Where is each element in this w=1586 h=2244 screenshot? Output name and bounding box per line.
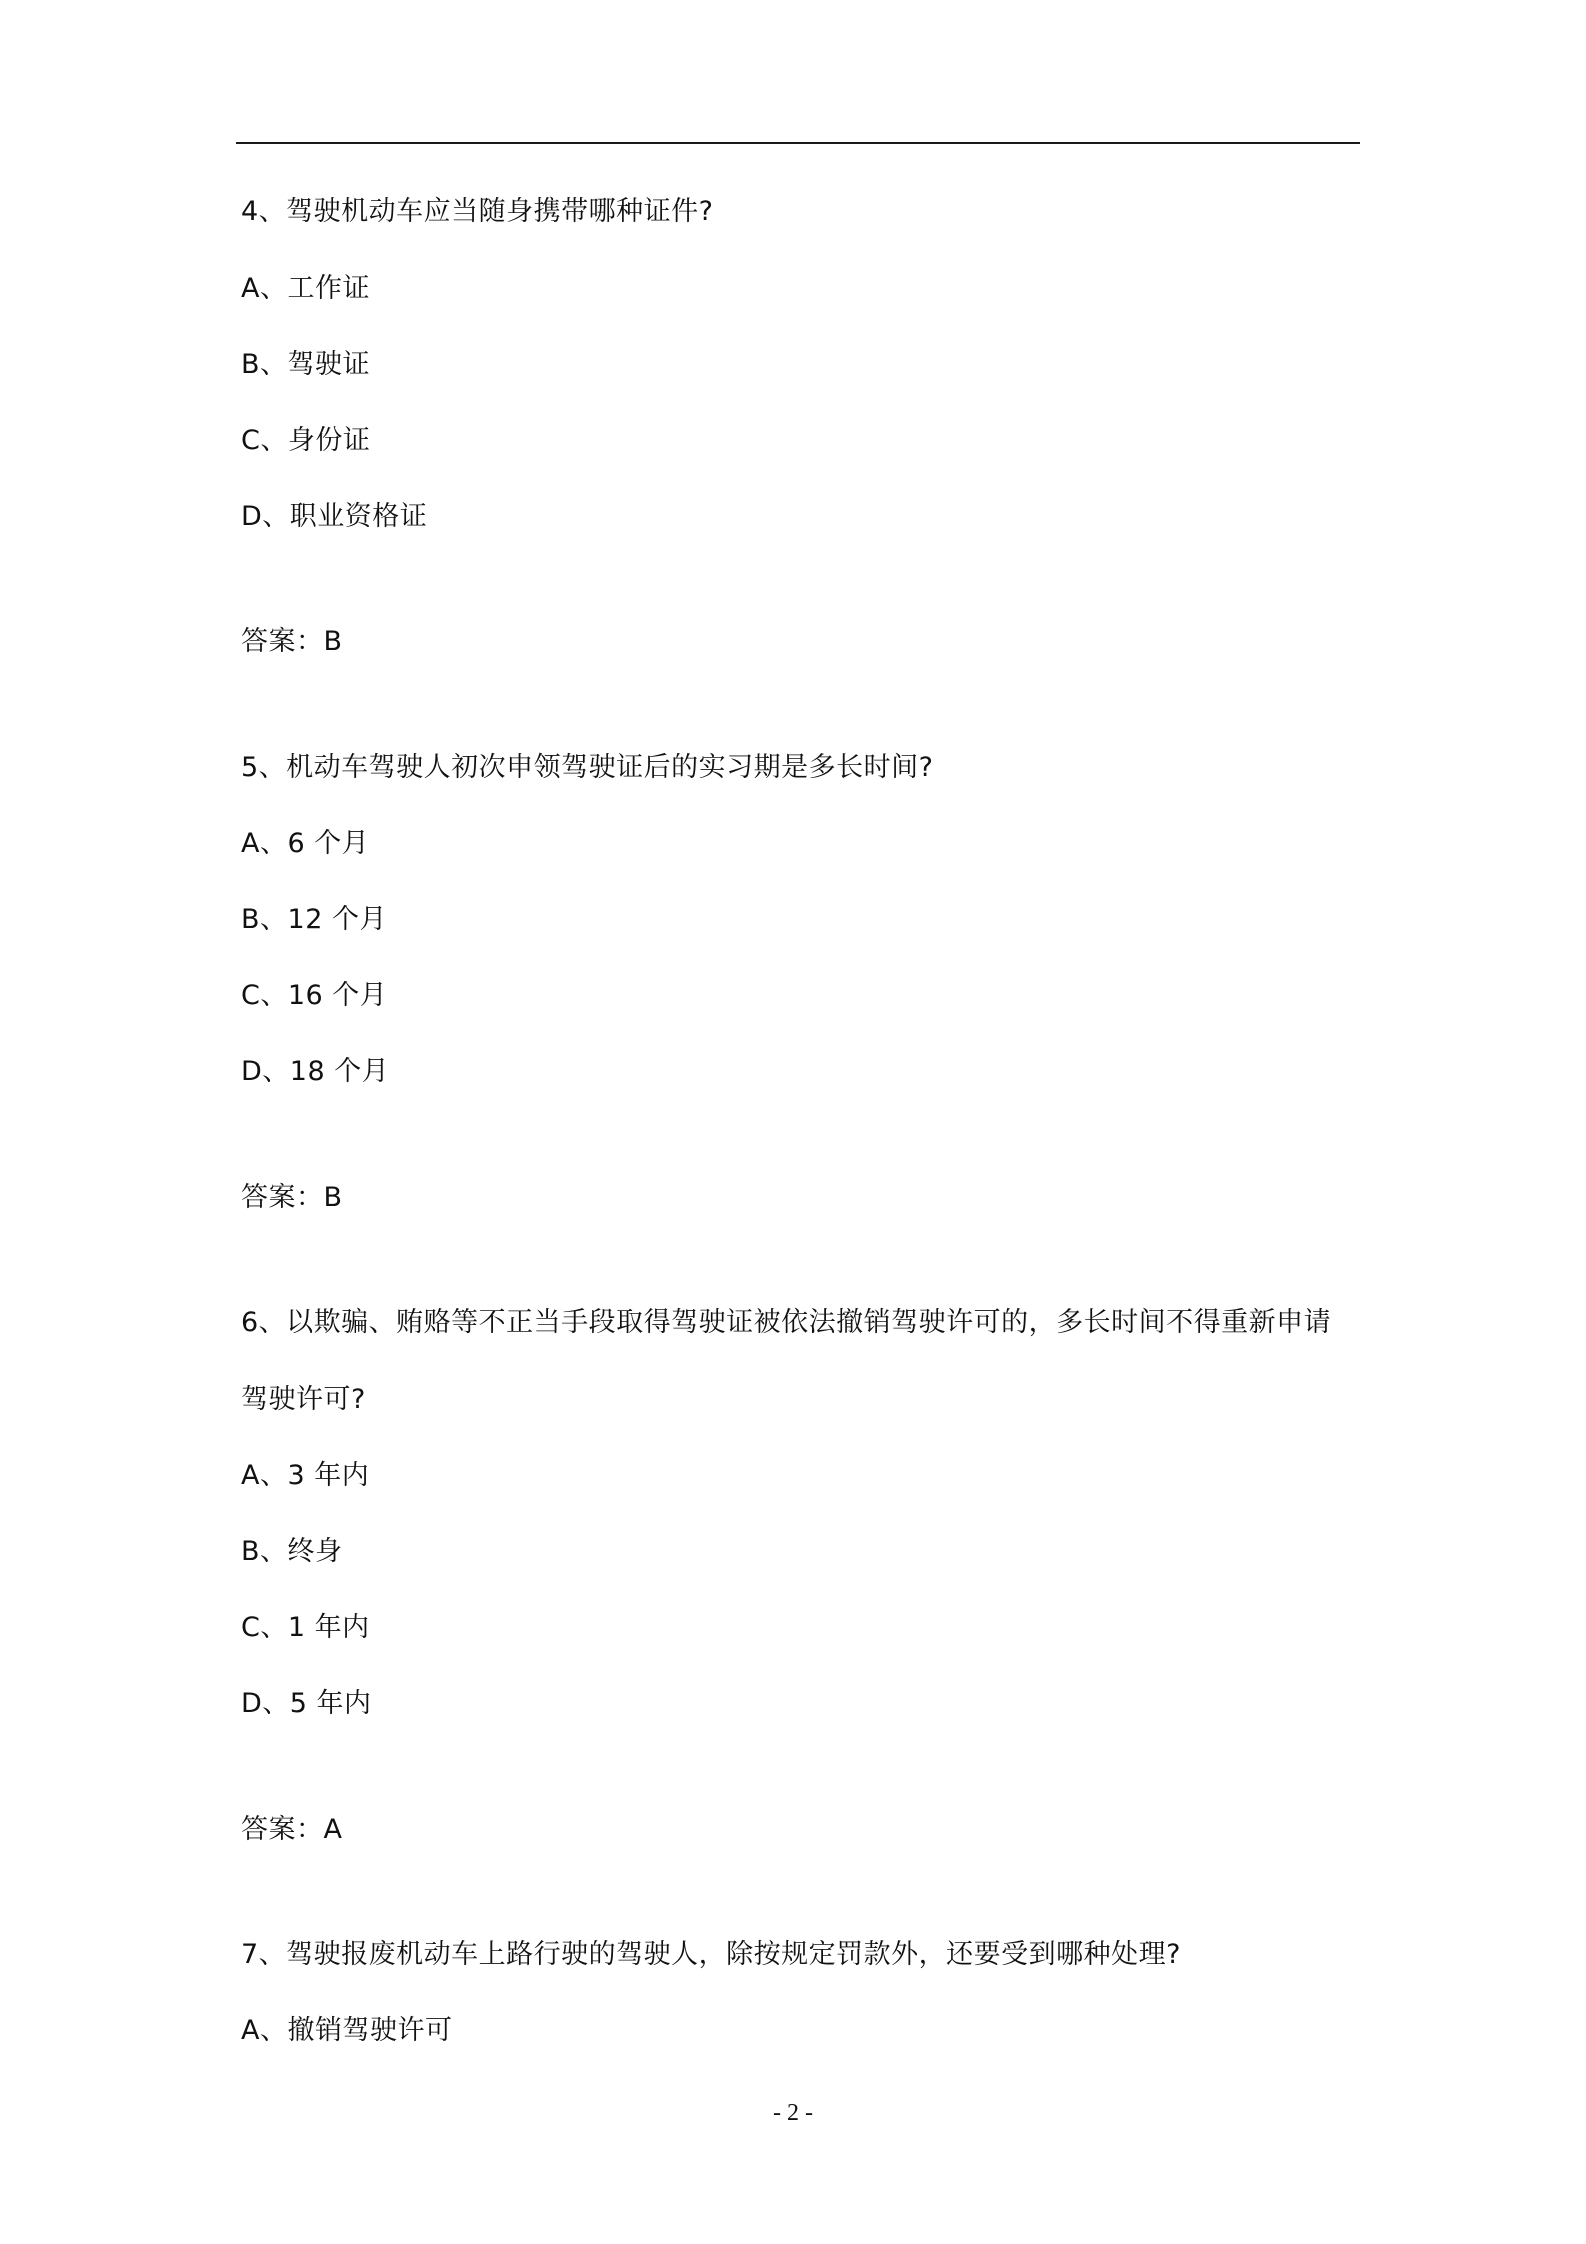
question-4-option-c: C、身份证 (241, 425, 371, 456)
question-4-stem: 4、驾驶机动车应当随身携带哪种证件? (241, 196, 714, 227)
question-5-option-a: A、6 个月 (241, 828, 370, 859)
question-4-option-b: B、驾驶证 (241, 349, 371, 380)
question-6-option-c: C、1 年内 (241, 1612, 370, 1643)
question-7-stem: 7、驾驶报废机动车上路行驶的驾驶人，除按规定罚款外，还要受到哪种处理? (241, 1939, 1182, 1970)
question-4-option-a: A、工作证 (241, 273, 370, 304)
question-6-option-d: D、5 年内 (241, 1688, 372, 1719)
question-6-option-b: B、终身 (241, 1536, 343, 1567)
question-5-answer: 答案：B (241, 1182, 343, 1213)
question-4-answer: 答案：B (241, 626, 343, 657)
question-6-stem-line-2: 驾驶许可? (241, 1384, 366, 1415)
question-5-option-c: C、16 个月 (241, 980, 388, 1011)
header-rule (236, 142, 1360, 144)
question-6-option-a: A、3 年内 (241, 1460, 370, 1491)
question-6-answer: 答案：A (241, 1814, 343, 1845)
question-5-stem: 5、机动车驾驶人初次申领驾驶证后的实习期是多长时间? (241, 752, 934, 783)
question-6-stem-line-1: 6、以欺骗、贿赂等不正当手段取得驾驶证被依法撤销驾驶许可的，多长时间不得重新申请 (241, 1307, 1332, 1338)
question-5-option-d: D、18 个月 (241, 1056, 390, 1087)
page-number: - 2 - (773, 2100, 813, 2126)
question-4-option-d: D、职业资格证 (241, 501, 428, 532)
question-5-option-b: B、12 个月 (241, 904, 387, 935)
question-7-option-a: A、撤销驾驶许可 (241, 2015, 453, 2046)
